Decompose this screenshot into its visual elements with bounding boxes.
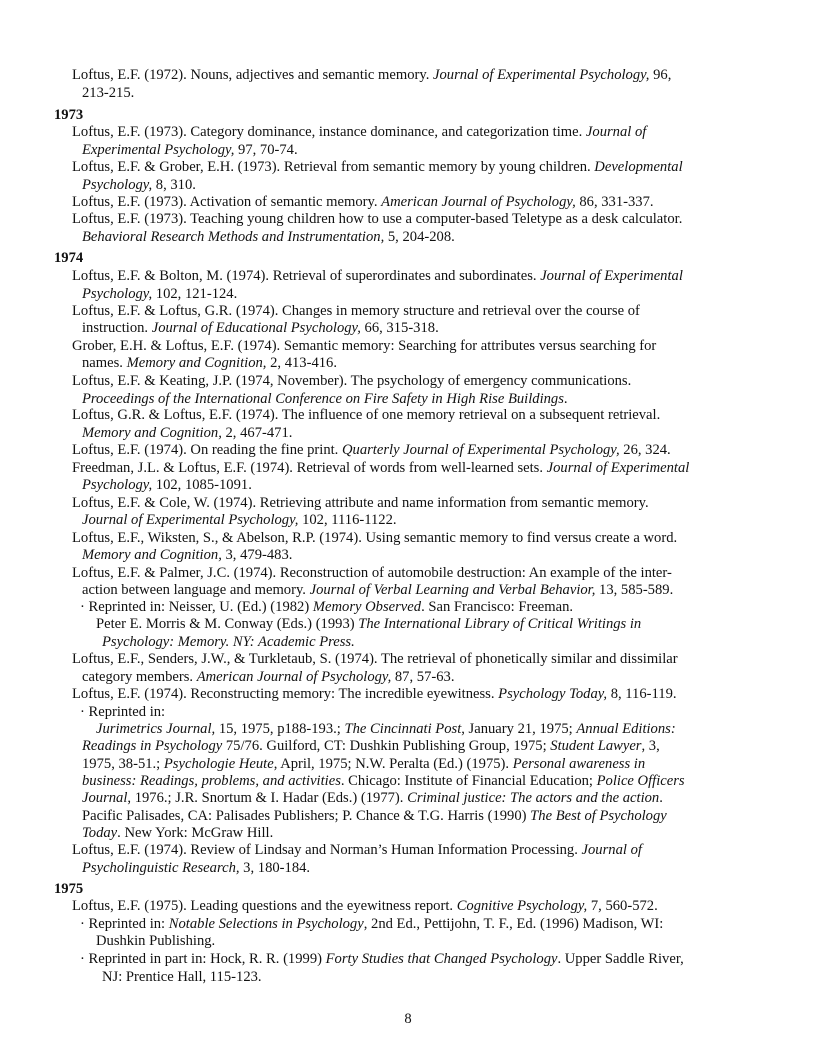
text-segment: 96, — [649, 67, 672, 83]
italic-segment: Quarterly Journal of Experimental Psychology, — [341, 442, 620, 458]
italic-segment: Experimental Psychology, — [82, 142, 235, 158]
text-segment: 1974 — [54, 250, 84, 266]
text-segment: Loftus, E.F. & Bolton, M. (1974). Retrieval of superordinates and subordinates. — [72, 268, 541, 284]
italic-segment: Today — [82, 825, 118, 841]
reference-line — [72, 303, 640, 320]
reference-line — [82, 85, 134, 102]
italic-segment: Journal — [82, 790, 128, 806]
text-segment: . Upper Saddle River, — [557, 951, 684, 967]
italic-segment: The Best of Psychology — [530, 808, 667, 824]
italic-segment: Psychology, — [82, 286, 153, 302]
text-segment: Loftus, E.F. (1973). Teaching young children how to use a computer-based Teletype as a desk calculator. — [72, 211, 683, 227]
text-segment: Loftus, E.F. & Keating, J.P. (1974, November). The psychology of emergency communications. — [72, 373, 632, 389]
reference-line — [82, 738, 660, 755]
text-segment: . — [563, 391, 568, 407]
italic-segment: Journal of — [585, 124, 647, 140]
text-segment: 15, 1975, p188-193.; — [215, 721, 345, 737]
text-segment: Loftus, E.F., Wiksten, S., & Abelson, R.P. (1974). Using semantic memory to find versus create a word. — [72, 530, 678, 546]
reference-line — [72, 530, 677, 547]
reference-line — [80, 599, 573, 616]
reference-line — [72, 159, 683, 176]
reference-line — [82, 512, 397, 529]
italic-segment: Psychologie Heute — [163, 756, 274, 772]
reference-line — [82, 355, 337, 372]
text-segment: Loftus, E.F., Senders, J.W., & Turkletaub, S. (1974). The retrieval of phonetically similar and dissimilar — [72, 651, 678, 667]
reference-line — [72, 686, 677, 703]
italic-segment: Memory Observed — [312, 599, 422, 615]
italic-segment: Journal of Experimental Psychology, — [82, 512, 299, 528]
italic-segment: Memory and Cognition, — [82, 547, 222, 563]
italic-segment: Personal awareness in — [512, 756, 646, 772]
italic-segment: Journal of Educational Psychology, — [151, 320, 361, 336]
reference-line — [102, 969, 262, 986]
reference-line — [82, 756, 645, 773]
italic-segment: Developmental — [594, 159, 683, 175]
reference-line — [72, 67, 671, 84]
text-segment: Pacific Palisades, CA: Palisades Publishers; P. Chance & T.G. Harris (1990) — [82, 808, 531, 824]
text-segment: 7, 560-572. — [587, 898, 658, 914]
reference-line — [82, 477, 252, 494]
reference-line — [96, 933, 215, 950]
reference-line — [80, 916, 663, 933]
text-segment: . Chicago: Institute of Financial Education; — [340, 773, 597, 789]
text-segment: Dushkin Publishing. — [96, 933, 216, 949]
text-segment: 1975, 38-51.; — [82, 756, 164, 772]
text-segment: Loftus, E.F. & Cole, W. (1974). Retrieving attribute and name information from semantic memory. — [72, 495, 649, 511]
text-segment: 102, 1116-1122. — [298, 512, 397, 528]
text-segment: · Reprinted in part in: Hock, R. R. (1999) — [80, 951, 326, 967]
text-segment: , 3, — [641, 738, 660, 754]
text-segment: NJ: Prentice Hall, 115-123. — [102, 969, 262, 985]
italic-segment: Notable Selections in Psychology — [168, 916, 364, 932]
italic-segment: American Journal of Psychology, — [381, 194, 576, 210]
reference-line — [82, 790, 663, 807]
italic-segment: Proceedings of the International Conference on Fire Safety in High Rise Buildings — [82, 391, 564, 407]
reference-line — [72, 338, 656, 355]
text-segment: Peter E. Morris & M. Conway (Eds.) (1993) — [96, 616, 359, 632]
text-segment: instruction. — [82, 320, 152, 336]
text-segment: 2, 413-416. — [266, 355, 337, 371]
text-segment: 3, 479-483. — [221, 547, 293, 563]
text-segment: , 1976.; J.R. Snortum & I. Hadar (Eds.) (1977). — [127, 790, 408, 806]
reference-line — [72, 373, 631, 390]
italic-segment: Psychology, — [82, 477, 153, 493]
italic-segment: American Journal of Psychology, — [196, 669, 392, 685]
text-segment: · Reprinted in: — [80, 916, 169, 932]
italic-segment: Student Lawyer — [550, 738, 642, 754]
text-segment: 26, 324. — [619, 442, 671, 458]
text-segment: . New York: McGraw Hill. — [117, 825, 274, 841]
reference-line — [72, 460, 689, 477]
text-segment: 66, 315-318. — [360, 320, 439, 336]
reference-line — [72, 442, 671, 459]
text-segment: 102, 121-124. — [152, 286, 238, 302]
text-segment: Loftus, E.F. (1974). Review of Lindsay and Norman’s Human Information Processing. — [72, 842, 582, 858]
text-segment: 2, 467-471. — [221, 425, 293, 441]
italic-segment: Cognitive Psychology, — [456, 898, 588, 914]
text-segment: · Reprinted in: Neisser, U. (Ed.) (1982) — [80, 599, 313, 615]
text-segment: Grober, E.H. & Loftus, E.F. (1974). Semantic memory: Searching for attributes versus searching for — [72, 338, 657, 354]
text-segment: Loftus, E.F. & Loftus, G.R. (1974). Changes in memory structure and retrieval over the course of — [72, 303, 640, 319]
reference-line — [72, 194, 654, 211]
text-segment: Loftus, G.R. & Loftus, E.F. (1974). The influence of one memory retrieval on a subsequent retrieval. — [72, 407, 661, 423]
reference-line — [82, 425, 292, 442]
italic-segment: Journal of Experimental — [546, 460, 690, 476]
text-segment: 8, 310. — [152, 177, 196, 193]
italic-segment: Psycholinguistic Research, — [82, 860, 240, 876]
reference-line — [82, 808, 667, 825]
text-segment: names. — [82, 355, 127, 371]
italic-segment: Psychology: Memory. NY: Academic Press. — [102, 634, 355, 650]
text-segment: . — [659, 790, 663, 806]
italic-segment: Forty Studies that Changed Psychology — [325, 951, 558, 967]
reference-line — [82, 547, 292, 564]
reference-line — [96, 616, 641, 633]
italic-segment: Annual Editions: — [576, 721, 676, 737]
text-segment: 97, 70-74. — [234, 142, 298, 158]
text-segment: Loftus, E.F. (1972). Nouns, adjectives and semantic memory. — [72, 67, 434, 83]
text-segment: Loftus, E.F. (1975). Leading questions and the eyewitness report. — [72, 898, 457, 914]
italic-segment: Memory and Cognition, — [82, 425, 222, 441]
text-segment: Loftus, E.F. (1973). Category dominance, instance dominance, and categorization time. — [72, 124, 586, 140]
reference-line — [82, 286, 237, 303]
reference-line — [82, 177, 196, 194]
italic-segment: Psychology Today, — [498, 686, 608, 702]
year-heading — [54, 107, 83, 124]
year-heading — [54, 881, 83, 898]
reference-line — [72, 124, 646, 141]
reference-line — [82, 142, 298, 159]
reference-line — [72, 211, 682, 228]
text-segment: , 2nd Ed., Pettijohn, T. F., Ed. (1996) Madison, WI: — [363, 916, 664, 932]
text-segment: 8, 116-119. — [607, 686, 677, 702]
reference-line — [102, 634, 355, 651]
reference-line — [82, 773, 685, 790]
text-segment: · Reprinted in: — [80, 704, 166, 720]
text-segment: , April, 1975; N.W. Peralta (Ed.) (1975). — [273, 756, 513, 772]
text-segment: 75/76. Guilford, CT: Dushkin Publishing Group, 1975; — [222, 738, 551, 754]
reference-line — [96, 721, 676, 738]
text-segment: Loftus, E.F. & Grober, E.H. (1973). Retrieval from semantic memory by young children. — [72, 159, 595, 175]
text-segment: 13, 585-589. — [595, 582, 674, 598]
reference-line — [82, 582, 673, 599]
text-segment: Freedman, J.L. & Loftus, E.F. (1974). Retrieval of words from well-learned sets. — [72, 460, 547, 476]
italic-segment: Journal of Experimental Psychology, — [433, 67, 650, 83]
reference-line — [82, 229, 455, 246]
reference-line — [82, 860, 310, 877]
text-segment: Loftus, E.F. & Palmer, J.C. (1974). Reconstruction of automobile destruction: An example of the inter- — [72, 565, 672, 581]
italic-segment: Behavioral Research Methods and Instrumentation, — [82, 229, 385, 245]
reference-line — [80, 951, 684, 968]
text-segment: 87, 57-63. — [391, 669, 455, 685]
italic-segment: Police Officers — [596, 773, 685, 789]
reference-line — [82, 669, 454, 686]
text-segment: action between language and memory. — [82, 582, 310, 598]
year-heading — [54, 250, 83, 267]
reference-line — [82, 391, 568, 408]
text-segment: 1975 — [54, 881, 84, 897]
italic-segment: Readings in Psychology — [82, 738, 223, 754]
italic-segment: The International Library of Critical Writings in — [358, 616, 642, 632]
italic-segment: Journal of Experimental — [540, 268, 683, 284]
italic-segment: Criminal justice: The actors and the action — [407, 790, 660, 806]
text-segment: 86, 331-337. — [575, 194, 654, 210]
reference-line — [72, 495, 649, 512]
italic-segment: Jurimetrics Journal, — [96, 721, 216, 737]
text-segment: category members. — [82, 669, 197, 685]
italic-segment: Journal of Verbal Learning and Verbal Behavior, — [309, 582, 596, 598]
text-segment: Loftus, E.F. (1974). On reading the fine print. — [72, 442, 342, 458]
text-segment: 102, 1085-1091. — [152, 477, 252, 493]
reference-line — [72, 651, 678, 668]
text-segment: . San Francisco: Freeman. — [421, 599, 574, 615]
reference-line — [72, 407, 660, 424]
text-segment: 1973 — [54, 107, 84, 123]
text-segment: 213-215. — [82, 85, 135, 101]
italic-segment: Journal of — [581, 842, 642, 858]
text-segment: Loftus, E.F. (1973). Activation of semantic memory. — [72, 194, 382, 210]
reference-line — [72, 268, 683, 285]
text-segment: Loftus, E.F. (1974). Reconstructing memory: The incredible eyewitness. — [72, 686, 499, 702]
italic-segment: Psychology, — [82, 177, 153, 193]
italic-segment: business: Readings, problems, and activities — [82, 773, 341, 789]
reference-line — [72, 842, 642, 859]
text-segment: 3, 180-184. — [239, 860, 311, 876]
reference-line — [72, 898, 658, 915]
reference-line — [80, 704, 165, 721]
italic-segment: The Cincinnati Post — [344, 721, 462, 737]
reference-line — [82, 320, 439, 337]
text-segment: , January 21, 1975; — [461, 721, 577, 737]
text-segment: 5, 204-208. — [384, 229, 455, 245]
italic-segment: Memory and Cognition, — [126, 355, 267, 371]
reference-line — [82, 825, 273, 842]
reference-line — [72, 565, 672, 582]
page-number: 8 — [404, 1011, 412, 1027]
